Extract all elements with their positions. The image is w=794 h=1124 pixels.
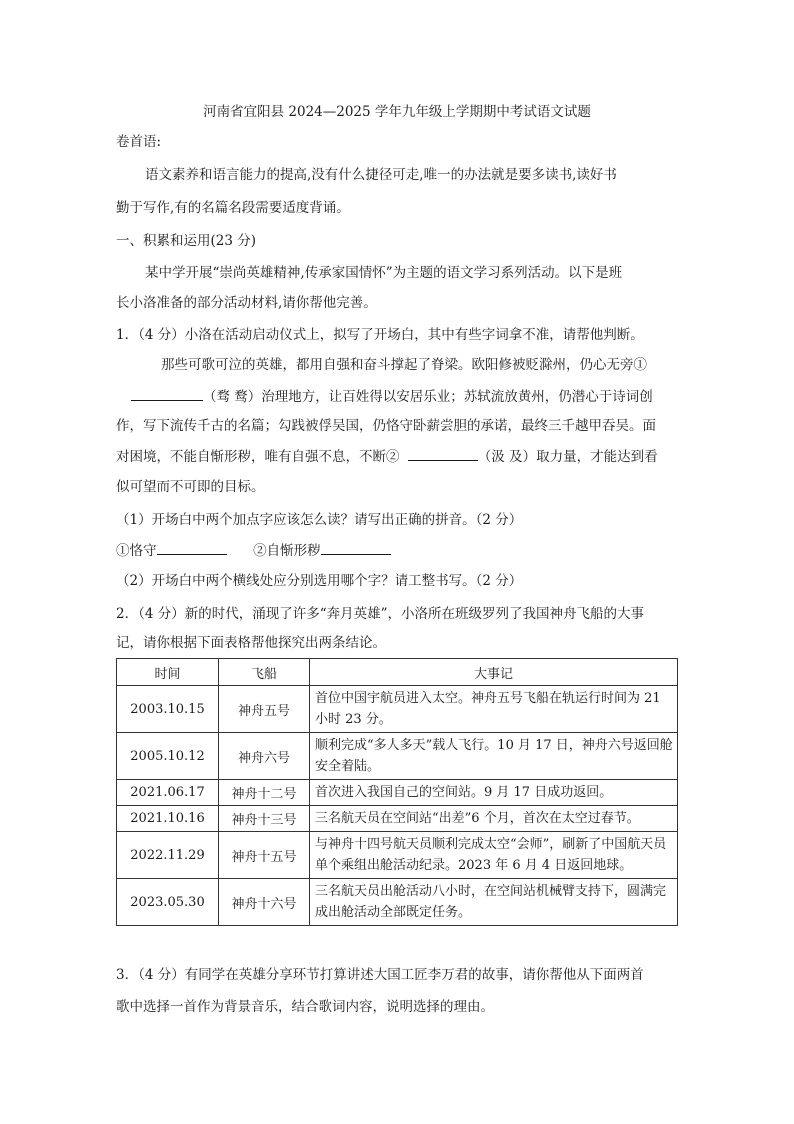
question-2-stem: 2．（4 分）新的时代，涌现了许多“奔月英雄”，小洛所在班级罗列了我国神舟飞船的大事 [116,606,645,622]
passage-line [131,386,653,407]
cell-event: 顺利完成“多人多天”载人飞行。10 月 17 日，神舟六号返回舱安全着陆。 [310,733,678,780]
cell-ship: 神舟十二号 [219,780,310,806]
table-header-row [117,659,678,686]
passage-line: 那些可歌可泣的英雄，都用自强和奋斗撑起了脊梁。欧阳修被贬滁州，仍心无旁① [161,357,647,373]
passage-line [116,446,658,467]
passage-text: 对困境，不能自惭形秽，唯有自强不息，不断② [116,449,400,465]
question-3-stem: 歌中选择一首作为背景音乐，结合歌词内容，说明选择的理由。 [116,999,494,1015]
cell-time: 2021.10.16 [117,806,219,832]
table-row [117,879,678,926]
question-1-stem: 1．（4 分）小洛在活动启动仪式上，拟写了开场白，其中有些字词拿不准，请帮他判断。 [116,327,644,343]
cell-ship: 神舟十五号 [219,832,310,879]
cell-event: 与神舟十四号航天员顺利完成太空“会师”，刷新了中国航天员单个乘组出舱活动纪录。2023 年 6 月 4 日返回地球。 [310,832,678,879]
header-event: 大事记 [310,659,678,686]
pinyin-item-1: ①恪守 [116,543,157,559]
section-heading: 一、积累和运用(23 分) [116,233,257,249]
passage-line: 似可望而不可即的目标。 [116,479,265,495]
cell-ship: 神舟五号 [219,686,310,733]
cell-time: 2003.10.15 [117,686,219,733]
cell-time: 2023.05.30 [117,879,219,926]
pinyin-blank-1[interactable] [157,540,227,555]
answer-blank-1[interactable] [131,386,203,401]
pinyin-item-2: ②自惭形秽 [253,543,321,559]
cell-ship: 神舟十六号 [219,879,310,926]
header-ship: 飞船 [219,659,310,686]
preface-line: 勤于写作,有的名篇名段需要适度背诵。 [116,200,350,216]
table-row [117,686,678,733]
cell-event: 三名航天员在空间站“出差”6 个月，首次在太空过春节。 [310,806,678,832]
passage-line: 作，写下流传千古的名篇；勾践被俘吴国，仍恪守卧薪尝胆的承诺，最终三千越甲吞吴。面 [116,418,656,434]
cell-event: 首位中国宇航员进入太空。神舟五号飞船在轨运行时间为 21 小时 23 分。 [310,686,678,733]
answer-blank-2[interactable] [408,446,478,461]
cell-ship: 神舟六号 [219,733,310,780]
shenzhou-events-table [116,658,678,926]
intro-line: 某中学开展“崇尚英雄精神,传承家国情怀”为主题的语文学习系列活动。以下是班 [145,265,623,281]
passage-text: （汲 及）取力量，才能达到看 [477,449,658,465]
table-row [117,733,678,780]
table-row [117,780,678,806]
header-time: 时间 [117,659,219,686]
sub-question-1: （1）开场白中两个加点字应该怎么读？请写出正确的拼音。（2 分） [116,512,523,528]
intro-line: 长小洛准备的部分活动材料,请你帮他完善。 [116,295,377,311]
cell-event: 三名航天员出舱活动八小时，在空间站机械臂支持下，圆满完成出舱活动全部既定任务。 [310,879,678,926]
cell-event: 首次进入我国自己的空间站。9 月 17 日成功返回。 [310,780,678,806]
page-title: 河南省宜阳县 2024—2025 学年九年级上学期期中考试语文试题 [203,104,591,120]
cell-time: 2005.10.12 [117,733,219,780]
passage-text: （骛 鹜）治理地方，让百姓得以安居乐业；苏轼流放黄州，仍潜心于诗词创 [203,389,653,405]
cell-ship: 神舟十三号 [219,806,310,832]
sub-question-2: （2）开场白中两个横线处应分别选用哪个字？请工整书写。（2 分） [116,573,523,589]
question-3-stem: 3．（4 分）有同学在英雄分享环节打算讲述大国工匠李万君的故事，请你帮他从下面两首 [116,967,644,983]
table-row [117,806,678,832]
cell-time: 2022.11.29 [117,832,219,879]
pinyin-answers [116,540,391,561]
pinyin-blank-2[interactable] [321,540,391,555]
table-row [117,832,678,879]
cell-time: 2021.06.17 [117,780,219,806]
question-2-stem: 记，请你根据下面表格帮他探究出两条结论。 [116,635,386,651]
preface-label: 卷首语: [116,134,162,150]
preface-line: 语文素养和语言能力的提高,没有什么捷径可走,唯一的办法就是要多读书,读好书 [145,167,617,183]
